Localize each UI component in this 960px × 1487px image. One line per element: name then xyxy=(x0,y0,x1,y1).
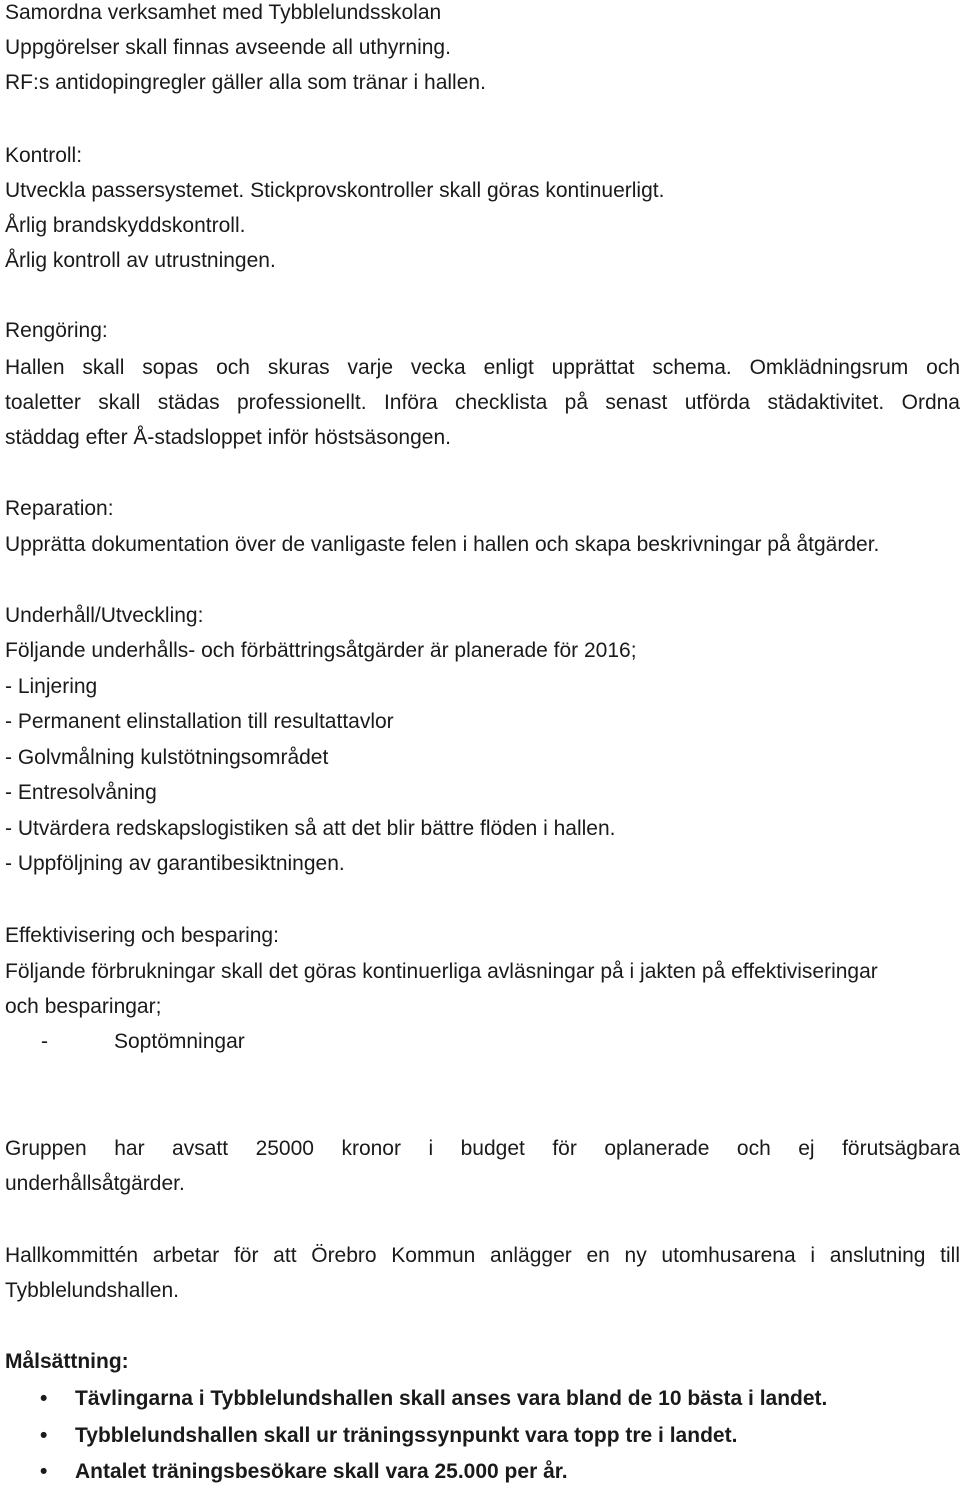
hallkommitten-line-2: Tybblelundshallen. xyxy=(5,1279,179,1302)
budget-line-2: underhållsåtgärder. xyxy=(5,1172,185,1195)
effektivisering-heading: Effektivisering och besparing: xyxy=(5,924,279,947)
malsattning-item-text: Tybblelundshallen skall ur träningssynpunkt vara topp tre i landet. xyxy=(75,1424,738,1447)
malsattning-heading: Målsättning: xyxy=(5,1350,129,1373)
effektivisering-item-text: Soptömningar xyxy=(114,1030,245,1053)
malsattning-list-item xyxy=(0,1460,960,1486)
hallkommitten-line-1: Hallkommittén arbetar för att Örebro Kommun anlägger en ny utomhusarena i anslutning till xyxy=(5,1244,960,1267)
dash-marker: - xyxy=(41,1030,48,1053)
budget-line-1: Gruppen har avsatt 25000 kronor i budget för oplanerade och ej förutsägbara xyxy=(5,1137,960,1160)
underhall-item: - Linjering xyxy=(5,675,98,698)
underhall-item: - Entresolvåning xyxy=(5,781,157,804)
bullet-icon: • xyxy=(40,1424,48,1447)
intro-line-1: Samordna verksamhet med Tybblelundsskolan xyxy=(5,1,442,24)
reparation-heading: Reparation: xyxy=(5,497,114,520)
underhall-heading: Underhåll/Utveckling: xyxy=(5,604,204,627)
bullet-icon: • xyxy=(40,1387,48,1410)
underhall-item: - Uppföljning av garantibesiktningen. xyxy=(5,852,345,875)
underhall-item: - Golvmålning kulstötningsområdet xyxy=(5,746,329,769)
effektivisering-line-1: Följande förbrukningar skall det göras kontinuerliga avläsningar på i jakten på effektiviseringar xyxy=(5,960,878,983)
malsattning-list-item xyxy=(0,1387,960,1413)
underhall-item: - Permanent elinstallation till resultattavlor xyxy=(5,710,394,733)
malsattning-item-text: Antalet träningsbesökare skall vara 25.000 per år. xyxy=(75,1460,568,1483)
kontroll-line-3: Årlig kontroll av utrustningen. xyxy=(5,249,276,272)
intro-line-3: RF:s antidopingregler gäller alla som tränar i hallen. xyxy=(5,71,486,94)
kontroll-heading: Kontroll: xyxy=(5,144,83,167)
underhall-intro: Följande underhålls- och förbättringsåtgärder är planerade för 2016; xyxy=(5,639,637,662)
rengoring-line-2: toaletter skall städas professionellt. Införa checklista på senast utförda städaktivitet. Ordna xyxy=(5,391,960,414)
effektivisering-list-item xyxy=(41,1030,245,1054)
malsattning-item-text: Tävlingarna i Tybblelundshallen skall anses vara bland de 10 bästa i landet. xyxy=(75,1387,828,1410)
malsattning-list-item xyxy=(0,1424,960,1450)
reparation-line-1: Upprätta dokumentation över de vanligaste felen i hallen och skapa beskrivningar på åtgärder. xyxy=(5,533,880,556)
underhall-item: - Utvärdera redskapslogistiken så att det blir bättre flöden i hallen. xyxy=(5,817,616,840)
bullet-icon: • xyxy=(40,1460,48,1483)
kontroll-line-1: Utveckla passersystemet. Stickprovskontroller skall göras kontinuerligt. xyxy=(5,179,665,202)
rengoring-line-3: städdag efter Å-stadsloppet inför höstsäsongen. xyxy=(5,426,451,449)
effektivisering-line-2: och besparingar; xyxy=(5,995,162,1018)
rengoring-line-1: Hallen skall sopas och skuras varje vecka enligt upprättat schema. Omklädningsrum och xyxy=(5,356,960,379)
intro-line-2: Uppgörelser skall finnas avseende all uthyrning. xyxy=(5,36,451,59)
kontroll-line-2: Årlig brandskyddskontroll. xyxy=(5,214,246,237)
rengoring-heading: Rengöring: xyxy=(5,319,108,342)
